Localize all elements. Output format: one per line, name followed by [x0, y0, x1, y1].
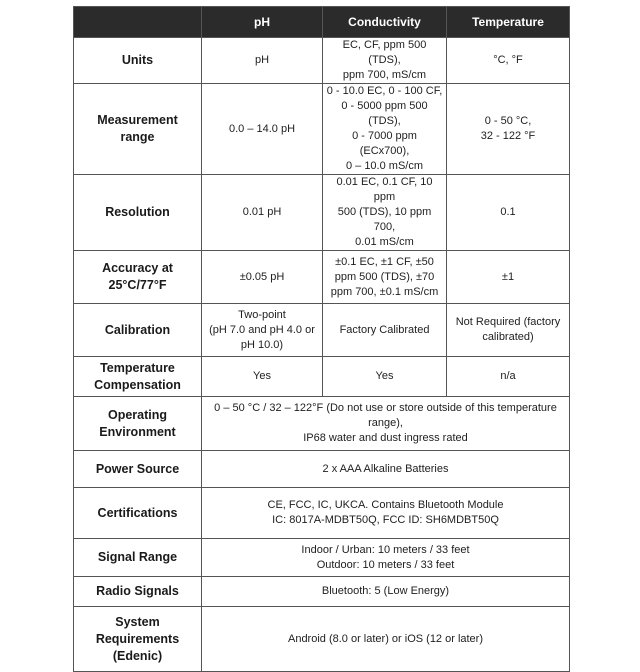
row-accuracy	[74, 251, 570, 304]
row-label-accuracy: Accuracy at 25°C/77°F	[74, 251, 202, 304]
calibration-ph: Two-point (pH 7.0 and pH 4.0 or pH 10.0)	[202, 304, 323, 357]
row-label-power: Power Source	[74, 451, 202, 488]
row-resolution	[74, 175, 570, 251]
row-label-resolution: Resolution	[74, 175, 202, 251]
accuracy-ph: ±0.05 pH	[202, 251, 323, 304]
row-calibration	[74, 304, 570, 357]
row-label-environment: Operating Environment	[74, 397, 202, 451]
accuracy-temperature: ±1	[447, 251, 570, 304]
calibration-temperature: Not Required (factory calibrated)	[447, 304, 570, 357]
row-compensation	[74, 357, 570, 397]
row-units	[74, 38, 570, 84]
resolution-temperature: 0.1	[447, 175, 570, 251]
row-label-calibration: Calibration	[74, 304, 202, 357]
row-label-compensation: Temperature Compensation	[74, 357, 202, 397]
row-range	[74, 84, 570, 175]
header-temperature: Temperature	[447, 7, 570, 38]
resolution-conductivity: 0.01 EC, 0.1 CF, 10 ppm 500 (TDS), 10 ppm 700, 0.01 mS/cm	[323, 175, 447, 251]
range-temperature: 0 - 50 °C, 32 - 122 °F	[447, 84, 570, 175]
row-label-system: System Requirements (Edenic)	[74, 607, 202, 672]
signal-range-value: Indoor / Urban: 10 meters / 33 feet Outdoor: 10 meters / 33 feet	[202, 539, 570, 577]
row-system	[74, 607, 570, 672]
compensation-temperature: n/a	[447, 357, 570, 397]
header-ph: pH	[202, 7, 323, 38]
system-value: Android (8.0 or later) or iOS (12 or later)	[202, 607, 570, 672]
header-row	[74, 7, 570, 38]
radio-value: Bluetooth: 5 (Low Energy)	[202, 577, 570, 607]
row-label-range: Measurement range	[74, 84, 202, 175]
row-label-radio: Radio Signals	[74, 577, 202, 607]
compensation-ph: Yes	[202, 357, 323, 397]
header-corner	[74, 7, 202, 38]
compensation-conductivity: Yes	[323, 357, 447, 397]
row-label-units: Units	[74, 38, 202, 84]
header-conductivity: Conductivity	[323, 7, 447, 38]
units-temperature: °C, °F	[447, 38, 570, 84]
row-environment	[74, 397, 570, 451]
calibration-conductivity: Factory Calibrated	[323, 304, 447, 357]
units-ph: pH	[202, 38, 323, 84]
resolution-ph: 0.01 pH	[202, 175, 323, 251]
accuracy-conductivity: ±0.1 EC, ±1 CF, ±50 ppm 500 (TDS), ±70 ppm 700, ±0.1 mS/cm	[323, 251, 447, 304]
row-power	[74, 451, 570, 488]
row-signal-range	[74, 539, 570, 577]
spec-table	[73, 6, 570, 672]
range-ph: 0.0 – 14.0 pH	[202, 84, 323, 175]
certifications-value: CE, FCC, IC, UKCA. Contains Bluetooth Module IC: 8017A-MDBT50Q, FCC ID: SH6MDBT50Q	[202, 488, 570, 539]
units-conductivity: EC, CF, ppm 500 (TDS), ppm 700, mS/cm	[323, 38, 447, 84]
row-radio	[74, 577, 570, 607]
environment-value: 0 – 50 °C / 32 – 122°F (Do not use or store outside of this temperature range), IP68 water and dust ingress rated	[202, 397, 570, 451]
row-label-signal-range: Signal Range	[74, 539, 202, 577]
power-value: 2 x AAA Alkaline Batteries	[202, 451, 570, 488]
row-label-certifications: Certifications	[74, 488, 202, 539]
row-certifications	[74, 488, 570, 539]
range-conductivity: 0 - 10.0 EC, 0 - 100 CF, 0 - 5000 ppm 500 (TDS), 0 - 7000 ppm (ECx700), 0 – 10.0 mS/cm	[323, 84, 447, 175]
